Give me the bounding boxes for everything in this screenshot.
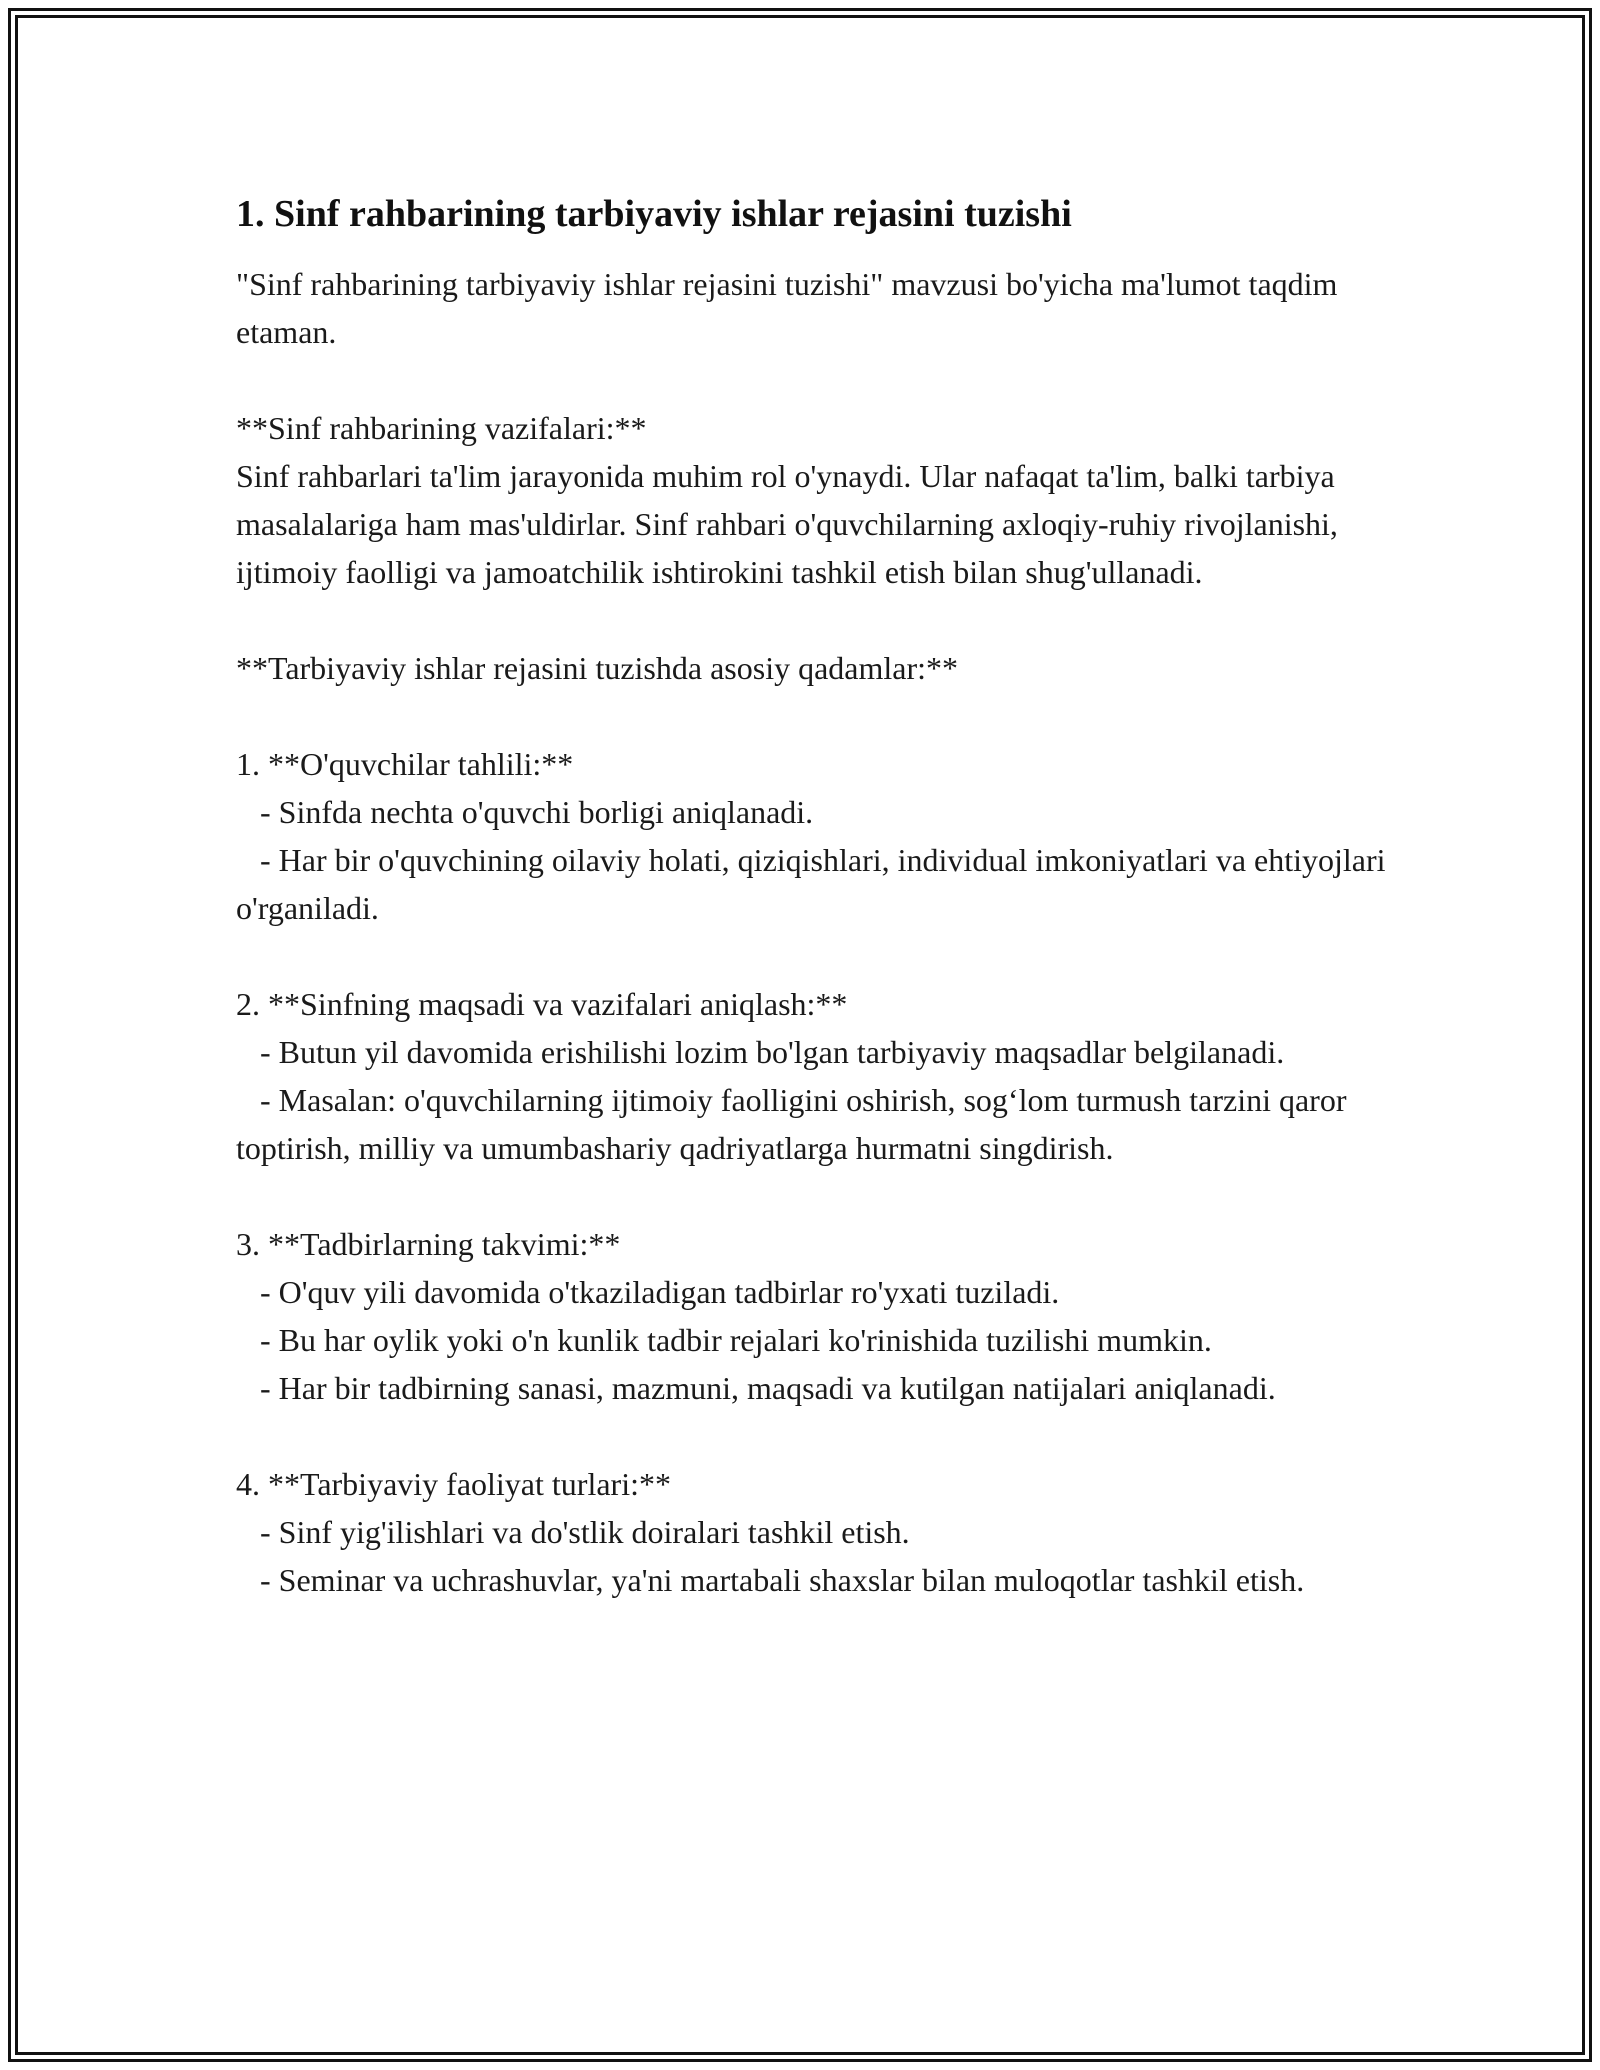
document-body bbox=[236, 186, 1396, 1604]
spacer bbox=[236, 692, 1396, 740]
step-item: - Har bir o'quvchining oilaviy holati, qiziqishlari, individual imkoniyatlari va ehtiyojlari o'rganiladi. bbox=[236, 842, 1394, 926]
step-heading: 4. **Tarbiyaviy faoliyat turlari:** bbox=[236, 1466, 671, 1502]
spacer bbox=[236, 596, 1396, 644]
document-title: 1. Sinf rahbarining tarbiyaviy ishlar rejasini tuzishi bbox=[236, 193, 1072, 235]
step-item: - Sinf yig'ilishlari va do'stlik doiralari tashkil etish. bbox=[236, 1514, 910, 1550]
step-heading: 1. **O'quvchilar tahlili:** bbox=[236, 746, 574, 782]
steps-heading: **Tarbiyaviy ishlar rejasini tuzishda asosiy qadamlar:** bbox=[236, 650, 959, 686]
step-heading: 3. **Tadbirlarning takvimi:** bbox=[236, 1226, 621, 1262]
step-heading: 2. **Sinfning maqsadi va vazifalari aniqlash:** bbox=[236, 986, 848, 1022]
spacer bbox=[236, 356, 1396, 404]
step-item: - Butun yil davomida erishilishi lozim bo'lgan tarbiyaviy maqsadlar belgilanadi. bbox=[236, 1034, 1285, 1070]
duties-heading: **Sinf rahbarining vazifalari:** bbox=[236, 410, 647, 446]
step-item: - O'quv yili davomida o'tkaziladigan tadbirlar ro'yxati tuziladi. bbox=[236, 1274, 1060, 1310]
step-item: - Bu har oylik yoki o'n kunlik tadbir rejalari ko'rinishida tuzilishi mumkin. bbox=[236, 1322, 1212, 1358]
step-item: - Seminar va uchrashuvlar, ya'ni martabali shaxslar bilan muloqotlar tashkil etish. bbox=[236, 1562, 1305, 1598]
spacer bbox=[236, 1412, 1396, 1460]
spacer bbox=[236, 932, 1396, 980]
step-item: - Har bir tadbirning sanasi, mazmuni, maqsadi va kutilgan natijalari aniqlanadi. bbox=[236, 1370, 1276, 1406]
step-item: - Masalan: o'quvchilarning ijtimoiy faolligini oshirish, sog‘lom turmush tarzini qaror toptirish, milliy va umumbashariy qadriyatlarga hurmatni singdirish. bbox=[236, 1082, 1355, 1166]
spacer bbox=[236, 1172, 1396, 1220]
step-item: - Sinfda nechta o'quvchi borligi aniqlanadi. bbox=[236, 794, 814, 830]
duties-paragraph: Sinf rahbarlari ta'lim jarayonida muhim rol o'ynaydi. Ular nafaqat ta'lim, balki tarbiya masalalariga ham mas'uldirlar. Sinf rahbari o'quvchilarning axloqiy-ruhiy rivojlanishi, ijtimoiy faolligi va jamoatchilik ishtirokini tashkil etish bilan shug'ullanadi. bbox=[236, 458, 1346, 590]
intro-paragraph: "Sinf rahbarining tarbiyaviy ishlar rejasini tuzishi" mavzusi bo'yicha ma'lumot taqdim etaman. bbox=[236, 266, 1346, 350]
